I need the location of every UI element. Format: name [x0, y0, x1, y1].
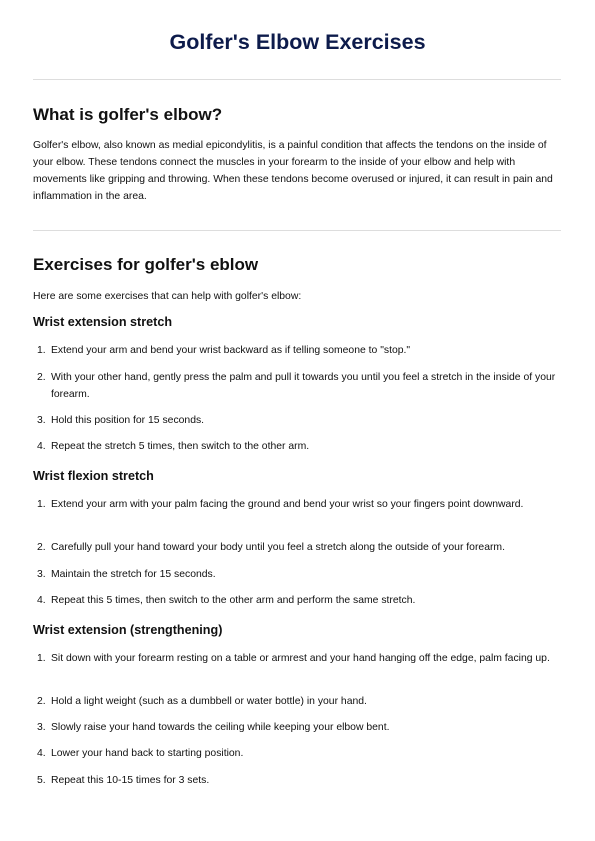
divider [33, 79, 561, 80]
section-paragraph-what-is: Golfer's elbow, also known as medial epicondylitis, is a painful condition that affects the tendons on the inside of your elbow. These tendons connect the muscles in your forearm to the inside of your elbow and help with movements like gripping and throwing. When these tendons become overused or injured, it can result in pain and inflammation in the area. [33, 140, 553, 202]
document-title: Golfer's Elbow Exercises [169, 30, 426, 54]
list-text: With your other hand, gently press the palm and pull it towards you until you feel a stretch in the inside of your forearm. [51, 372, 556, 400]
list-text: Extend your arm with your palm facing the ground and bend your wrist so your fingers point downward. [51, 499, 524, 510]
list-number: 3. [37, 415, 46, 426]
list-item [37, 566, 557, 583]
list-number: 1. [37, 653, 46, 664]
list-number: 3. [37, 569, 46, 580]
list-text: Repeat the stretch 5 times, then switch to the other arm. [51, 441, 310, 452]
list-item [37, 342, 557, 359]
list-item [37, 772, 557, 789]
list-text: Hold a light weight (such as a dumbbell or water bottle) in your hand. [51, 696, 367, 707]
group-heading-wrist-extension-stretch: Wrist extension stretch [33, 315, 173, 329]
list-text: Repeat this 10-15 times for 3 sets. [51, 775, 210, 786]
list-number: 1. [37, 345, 46, 356]
list-text: Repeat this 5 times, then switch to the other arm and perform the same stretch. [51, 595, 416, 606]
list-item [37, 438, 557, 455]
list-number: 4. [37, 748, 46, 759]
list-number: 4. [37, 595, 46, 606]
list-item [37, 496, 557, 513]
list-number: 2. [37, 542, 46, 553]
list-text: Sit down with your forearm resting on a table or armrest and your hand hanging off the edge, palm facing up. [51, 653, 550, 664]
exercises-intro: Here are some exercises that can help with golfer's elbow: [33, 291, 302, 302]
section-heading-what-is: What is golfer's elbow? [33, 105, 223, 124]
list-item [37, 719, 557, 736]
list-number: 2. [37, 696, 46, 707]
list-text: Lower your hand back to starting position. [51, 748, 244, 759]
group-heading-wrist-extension-strengthening: Wrist extension (strengthening) [33, 623, 223, 637]
list-item [37, 745, 557, 762]
list-item [37, 539, 557, 556]
list-text: Hold this position for 15 seconds. [51, 415, 205, 426]
group-heading-wrist-flexion-stretch: Wrist flexion stretch [33, 469, 154, 483]
list-number: 2. [37, 372, 46, 383]
list-item [37, 369, 557, 403]
list-item [37, 412, 557, 429]
list-text: Carefully pull your hand toward your body until you feel a stretch along the outside of your forearm. [51, 542, 505, 553]
divider [33, 230, 561, 231]
list-item [37, 650, 557, 667]
list-text: Extend your arm and bend your wrist backward as if telling someone to "stop." [51, 345, 411, 356]
list-number: 1. [37, 499, 46, 510]
list-text: Slowly raise your hand towards the ceiling while keeping your elbow bent. [51, 722, 390, 733]
list-number: 5. [37, 775, 46, 786]
list-number: 4. [37, 441, 46, 452]
list-item [37, 693, 557, 710]
section-heading-exercises: Exercises for golfer's eblow [33, 255, 259, 274]
list-item [37, 592, 557, 609]
list-number: 3. [37, 722, 46, 733]
list-text: Maintain the stretch for 15 seconds. [51, 569, 216, 580]
